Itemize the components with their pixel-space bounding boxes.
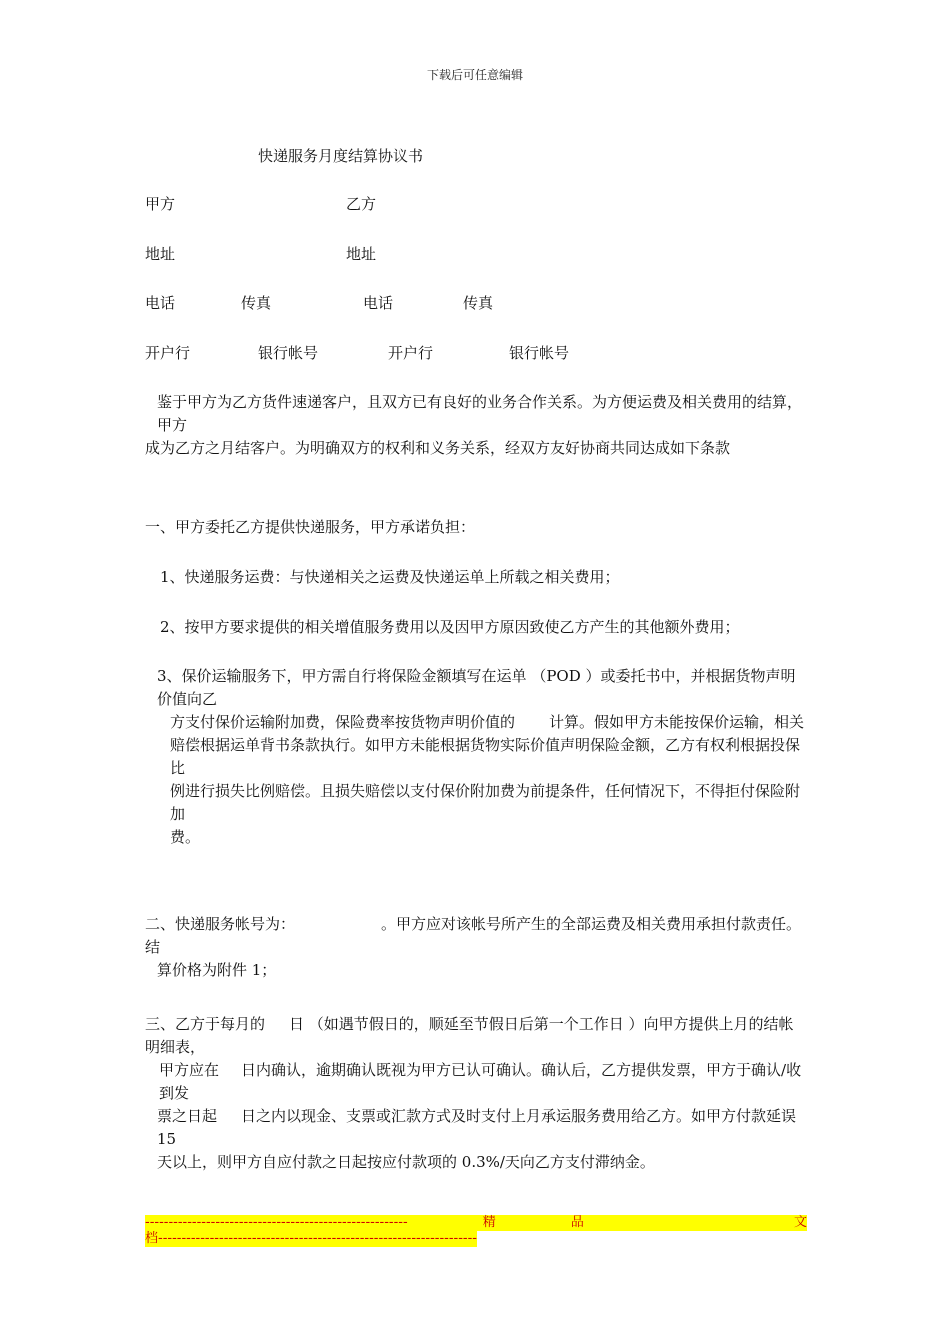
section-3-line-4: 天以上，则甲方自应付款之日起按应付款项的 0.3%/天向乙方支付滞纳金。 (157, 1153, 655, 1171)
account-a-label: 银行帐号 (258, 344, 319, 362)
bank-b-label: 开户行 (388, 344, 434, 362)
account-b-label: 银行帐号 (509, 344, 570, 362)
footer-char-3: 文 (793, 1215, 807, 1230)
section-1-title: 一、甲方委托乙方提供快递服务，甲方承诺负担： (145, 518, 476, 536)
phone-b-label: 电话 (363, 294, 394, 312)
section-3-line-3 (145, 1105, 807, 1151)
header-note: 下载后可任意编辑 (426, 68, 523, 82)
intro-line-2: 成为乙方之月结客户。为明确双方的权利和义务关系，经双方友好协商共同达成如下条款 (145, 439, 731, 457)
section-1-item-1: 1、快递服务运费：与快递相关之运费及快递运单上所载之相关费用； (160, 568, 620, 586)
section-1-item-3 (145, 665, 807, 849)
section-2-line-2: 算价格为附件 1； (157, 961, 277, 979)
phone-a-label: 电话 (145, 294, 176, 312)
item-3-line-2b: 计算。假如甲方未能按保价运输，相关 (549, 713, 805, 731)
section-3-line-3a: 票之日起 (157, 1107, 218, 1125)
fax-b-label: 传真 (463, 294, 494, 312)
section-3-line-2 (145, 1059, 807, 1105)
section-3-line-1 (145, 1013, 807, 1059)
party-a-label: 甲方 (145, 195, 176, 213)
footer-row-2 (145, 1231, 477, 1247)
item-3-line-2a: 方支付保价运输附加费，保险费率按货物声明价值的 (170, 713, 516, 731)
item-3-line-4: 例进行损失比例赔偿。且损失赔偿以支付保价附加费为前提条件，任何情况下，不得拒付保险附加 (170, 782, 801, 823)
section-3 (145, 1013, 807, 1174)
section-3-line-3b: 日之内以现金、支票或汇款方式及时支付上月承运服务费用给乙方。如甲方付款延误 15 (157, 1107, 797, 1148)
item-3-line-2 (145, 711, 807, 734)
section-3-line-2a: 甲方应在 (159, 1061, 220, 1079)
section-2-line-1 (145, 913, 807, 959)
footer-char-4: 档 (145, 1231, 159, 1246)
section-2-line-1a: 二、快递服务帐号为： (145, 915, 296, 933)
section-3-line-1b: 日 （如遇节假日的，顺延至节假日后第一个工作日 ）向甲方提供上月的结帐明细表， (145, 1015, 794, 1056)
item-3-line-3: 赔偿根据运单背书条款执行。如甲方未能根据货物实际价值声明保险金额，乙方有权利根据投保比 (170, 736, 801, 777)
footer-banner (145, 1215, 807, 1247)
address-a-label: 地址 (145, 245, 176, 263)
fax-a-label: 传真 (241, 294, 272, 312)
document-title: 快递服务月度结算协议书 (258, 147, 424, 165)
footer-char-1: 精 (482, 1215, 496, 1230)
footer-row-1 (145, 1215, 807, 1231)
section-1-item-2: 2、按甲方要求提供的相关增值服务费用以及因甲方原因致使乙方产生的其他额外费用； (160, 618, 740, 636)
intro-line-1: 鉴于甲方为乙方货件速递客户，且双方已有良好的业务合作关系。为方便运费及相关费用的结算，甲方 (157, 393, 803, 434)
footer-dashes-left: -------------------------------------------------------- (145, 1215, 408, 1230)
party-b-label: 乙方 (346, 195, 377, 213)
footer-dashes-right: -------------------------------------------------------------------- (158, 1231, 477, 1246)
section-3-line-2b: 日内确认，逾期确认既视为甲方已认可确认。确认后，乙方提供发票，甲方于确认/收到发 (159, 1061, 802, 1102)
intro-paragraph (145, 391, 807, 460)
bank-a-label: 开户行 (145, 344, 191, 362)
section-2-line-1b: 。甲方应对该帐号所产生的全部运费及相关费用承担付款责任。结 (145, 915, 802, 956)
footer-char-2: 品 (570, 1215, 584, 1230)
address-b-label: 地址 (346, 245, 377, 263)
item-3-line-5: 费。 (170, 828, 201, 846)
item-3-line-1: 3、保价运输服务下，甲方需自行将保险金额填写在运单 （POD ）或委托书中，并根据货物声明价值向乙 (157, 667, 796, 708)
section-3-line-1a: 三、乙方于每月的 (145, 1015, 266, 1033)
section-2 (145, 913, 807, 982)
